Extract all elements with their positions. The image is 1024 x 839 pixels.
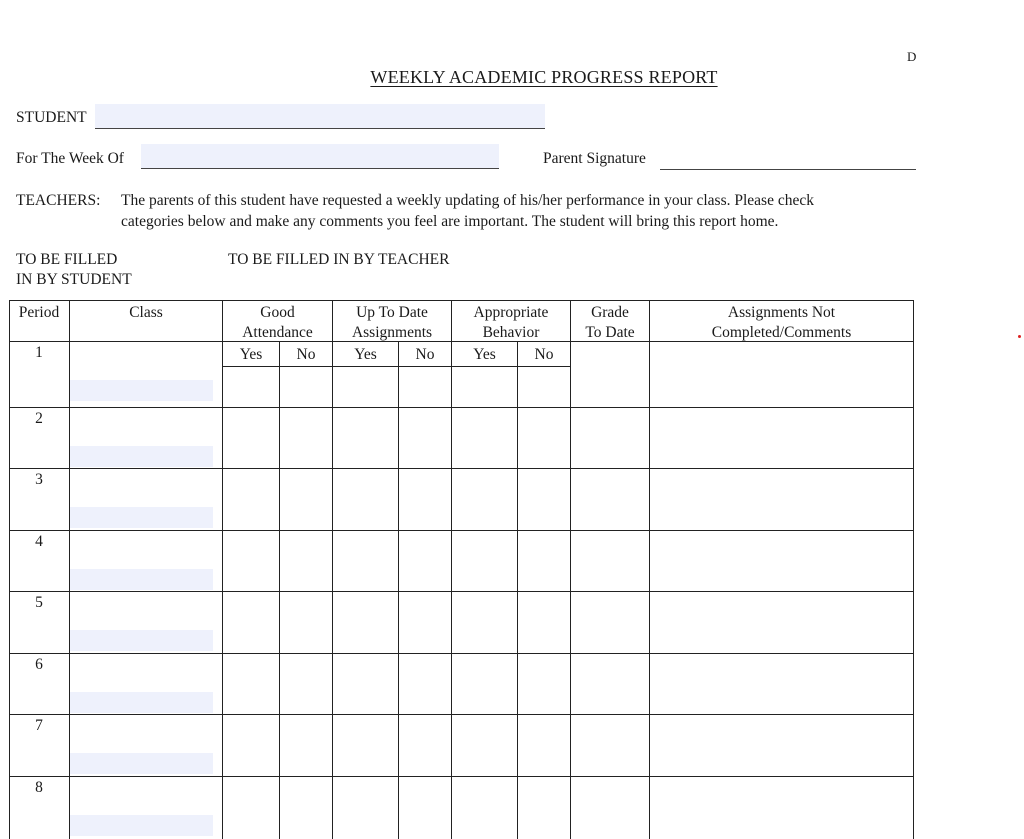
row-separator xyxy=(9,591,914,592)
header-assignments-1: Up To Date xyxy=(356,304,428,321)
student-field[interactable] xyxy=(95,104,545,129)
row-separator xyxy=(9,468,914,469)
assignments-yes-label: Yes xyxy=(354,346,377,363)
parent-signature-line[interactable] xyxy=(660,149,916,170)
class-input-field[interactable] xyxy=(70,815,213,836)
class-input-field[interactable] xyxy=(70,692,213,713)
teachers-label: TEACHERS: xyxy=(16,192,101,209)
table-top-border xyxy=(9,300,914,301)
week-field[interactable] xyxy=(141,144,499,169)
report-title-text: WEEKLY ACADEMIC PROGRESS REPORT xyxy=(370,67,718,87)
column-border xyxy=(913,300,914,839)
header-grade-1: Grade xyxy=(591,304,629,321)
teachers-line-1: The parents of this student have requested a weekly updating of his/her performance in your class. Please check xyxy=(121,192,814,209)
header-period: Period xyxy=(18,304,60,321)
class-input-field[interactable] xyxy=(70,446,213,467)
column-border xyxy=(9,300,10,839)
class-input-field[interactable] xyxy=(70,753,213,774)
student-section-label-1: TO BE FILLED xyxy=(16,251,118,268)
row-separator xyxy=(9,653,914,654)
teachers-line-2: categories below and make any comments you feel are important. The student will bring this report home. xyxy=(121,213,779,230)
header-comments-1: Assignments Not xyxy=(727,304,836,321)
yes-no-divider xyxy=(279,341,280,839)
row-separator xyxy=(9,530,914,531)
behavior-no-label: No xyxy=(534,346,554,363)
attendance-yes-label: Yes xyxy=(239,346,263,363)
class-input-field[interactable] xyxy=(70,630,213,651)
period-number: 3 xyxy=(35,471,43,488)
student-label: STUDENT xyxy=(16,109,87,126)
header-bottom-border xyxy=(9,341,914,342)
row-separator xyxy=(9,407,914,408)
assignments-no-label: No xyxy=(415,346,435,363)
header-grade-2: To Date xyxy=(585,324,635,341)
teacher-section-label: TO BE FILLED IN BY TEACHER xyxy=(228,251,450,268)
report-title xyxy=(0,67,1024,88)
row-separator xyxy=(9,714,914,715)
behavior-yes-label: Yes xyxy=(473,346,496,363)
period-number: 4 xyxy=(35,533,43,550)
period-number: 7 xyxy=(35,717,43,734)
header-attendance-2: Attendance xyxy=(242,324,313,341)
period-number: 1 xyxy=(35,344,43,361)
row-separator xyxy=(9,776,914,777)
yes-no-divider xyxy=(517,341,518,839)
period-number: 8 xyxy=(35,779,43,796)
column-border xyxy=(332,300,333,839)
header-behavior-1: Appropriate xyxy=(473,304,549,321)
column-border xyxy=(451,300,452,839)
attendance-no-label: No xyxy=(296,346,316,363)
column-border xyxy=(649,300,650,839)
column-border xyxy=(222,300,223,839)
parent-signature-label: Parent Signature xyxy=(543,150,646,167)
period-number: 6 xyxy=(35,656,43,673)
yes-no-divider xyxy=(398,341,399,839)
column-border xyxy=(69,300,70,839)
week-label: For The Week Of xyxy=(16,150,124,167)
student-section-label-2: IN BY STUDENT xyxy=(16,271,132,288)
header-comments-2: Completed/Comments xyxy=(711,324,852,341)
period-number: 5 xyxy=(35,594,43,611)
header-behavior-2: Behavior xyxy=(482,324,540,341)
progress-table xyxy=(9,300,914,839)
class-input-field[interactable] xyxy=(70,380,213,401)
class-input-field[interactable] xyxy=(70,507,213,528)
class-input-field[interactable] xyxy=(70,569,213,590)
column-border xyxy=(570,300,571,839)
corner-mark: D xyxy=(907,49,917,64)
period-number: 2 xyxy=(35,410,43,427)
header-assignments-2: Assignments xyxy=(351,324,433,341)
header-class: Class xyxy=(129,304,163,321)
header-attendance-1: Good xyxy=(260,304,295,321)
stray-mark xyxy=(1018,335,1021,338)
